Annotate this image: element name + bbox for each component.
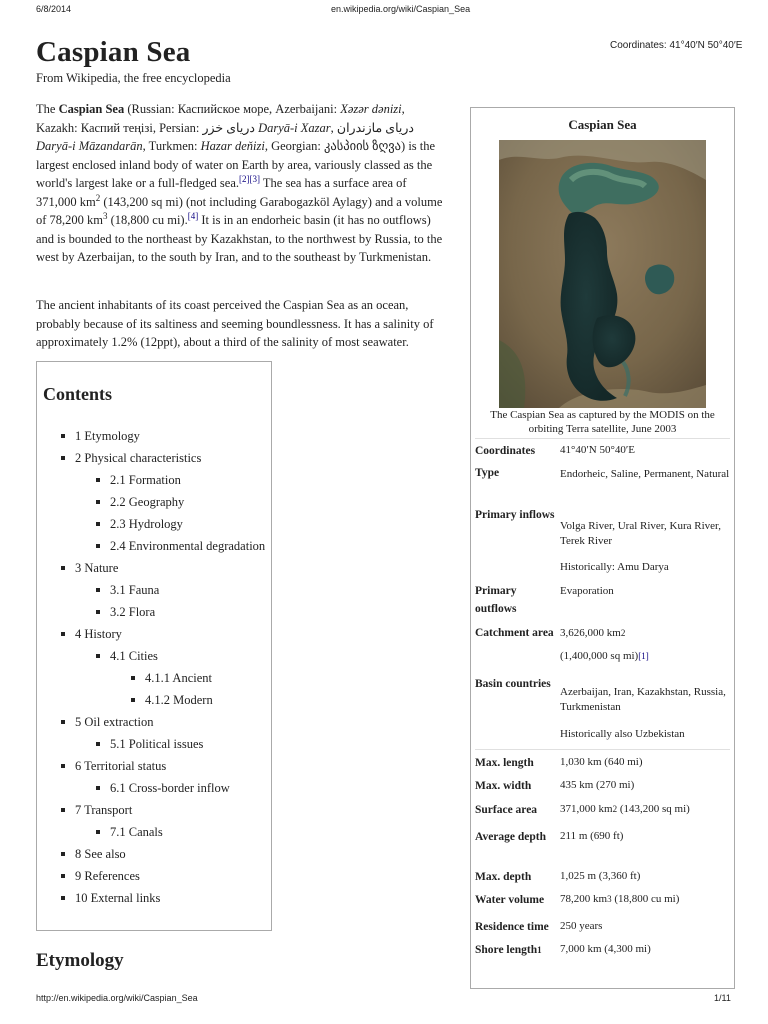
section-heading-etymology: Etymology [36,950,124,971]
toc-item-hydrology[interactable]: 2.3 Hydrology [96,517,183,532]
infobox-value-surface-area: 371,000 km2 (143,200 sq mi) [560,803,690,815]
page-title: Caspian Sea [36,36,191,68]
infobox-value-primary-inflows: Volga River, Ural River, Kura River, Terek River [560,520,721,547]
infobox-label-primary-outflows: Primary outflows [475,585,517,615]
infobox-value-type: Endorheic, Saline, Permanent, Natural [560,468,730,480]
coordinates-link[interactable]: Coordinates: 41°40′N 50°40′E [610,40,743,51]
toc-item-canals[interactable]: 7.1 Canals [96,825,163,840]
infobox-divider [475,749,730,750]
infobox-title: Caspian Sea [568,117,637,132]
toc-item-cities[interactable]: 4.1 Cities [96,649,158,664]
toc-item-political-issues[interactable]: 5.1 Political issues [96,737,203,752]
table-of-contents [36,361,272,931]
print-header-url: en.wikipedia.org/wiki/Caspian_Sea [331,4,471,14]
infobox-label-water-volume: Water volume [475,894,545,906]
toc-item-modern[interactable]: 4.1.2 Modern [131,693,213,708]
print-page-number: 1/11 [714,993,731,1003]
toc-item-fauna[interactable]: 3.1 Fauna [96,583,159,598]
print-date: 6/8/2014 [36,4,72,14]
toc-item-history[interactable]: 4 History [61,627,122,642]
toc-item-references[interactable]: 9 References [61,869,140,884]
toc-item-geography[interactable]: 2.2 Geography [96,495,184,510]
infobox-label-max-depth: Max. depth [475,871,532,883]
toc-item-environmental-degradation[interactable]: 2.4 Environmental degradation [96,539,265,554]
infobox-value-shore-length: 7,000 km (4,300 mi) [560,943,651,955]
citation-link[interactable]: [1] [638,651,649,661]
intro-paragraph-2: The ancient inhabitants of its coast perceived the Caspian Sea as an ocean, probably because of its saltiness and seeming boundlessness. It has a salinity of approximately 1.2% (12ppt), about a third of the salinity of most seawater. [36,298,434,349]
toc-item-etymology[interactable]: 1 Etymology [61,429,140,444]
infobox-label-max-length: Max. length [475,757,534,769]
print-footer-url: http://en.wikipedia.org/wiki/Caspian_Sea [36,993,198,1003]
infobox-value-max-depth: 1,025 m (3,360 ft) [560,870,641,882]
infobox-value-basin-countries-historical: Historically also Uzbekistan [560,728,685,740]
infobox-label-max-width: Max. width [475,780,532,792]
toc-item-physical-characteristics[interactable]: 2 Physical characteristics [61,451,201,466]
toc-item-flora[interactable]: 3.2 Flora [96,605,155,620]
infobox-value-basin-countries: Azerbaijan, Iran, Kazakhstan, Russia, Turkmenistan [560,686,726,713]
toc-item-transport[interactable]: 7 Transport [61,803,132,818]
toc-item-cross-border-inflow[interactable]: 6.1 Cross-border inflow [96,781,230,796]
infobox-value-max-width: 435 km (270 mi) [560,779,635,791]
infobox-value-max-length: 1,030 km (640 mi) [560,756,643,768]
infobox-value-residence-time: 250 years [560,920,603,932]
intro-paragraph: The Caspian Sea (Russian: Каспийское море, Azerbaijani: Xəzər dənizi, Kazakh: Каспий теңізі, Persian: دریای خزر Daryā-i Xazar, دریای مازندران Daryā-i Māzandarān, Turkmen: Hazar deňizi, Georgian: კასპიის ზღვა) is the largest enclosed inland body of water on Earth by area, variously classed as the world's largest lake or a full-fledged sea.[2][3] The sea has a surface area of 371,000 $km^2$ (143,200 sq mi) (not including Garabogazköl Aylagy) and a volume of 78,200 $km^3$ (18,800 cu mi).[4] It is in an endorheic basin (it has no outflows) and is bounded to the northeast by Kazakhstan, to the northwest by Russia, to the west by Azerbaijan, to the south by Iran, and to the southeast by Turkmenistan. [36,102,443,264]
infobox-value-primary-inflows-historical: Historically: Amu Darya [560,561,669,573]
caspian-sea-satellite-image[interactable] [499,140,706,408]
toc-item-territorial-status[interactable]: 6 Territorial status [61,759,166,774]
infobox-value-average-depth: 211 m (690 ft) [560,830,624,842]
article-subject: Caspian Sea [58,102,125,116]
infobox-label-type: Type [475,467,500,479]
infobox-value-primary-outflows: Evaporation [560,585,614,597]
infobox [470,107,735,989]
infobox-label-coordinates: Coordinates [475,445,536,457]
infobox-value-coordinates[interactable]: 41°40′N 50°40′E [560,444,636,456]
citation-link[interactable]: [2][3] [239,173,260,184]
toc-item-ancient[interactable]: 4.1.1 Ancient [131,671,212,686]
infobox-label-shore-length: Shore length1 [475,944,542,956]
infobox-label-surface-area: Surface area [475,804,538,816]
infobox-label-basin-countries: Basin countries [475,678,551,690]
infobox-label-primary-inflows: Primary inflows [475,509,555,521]
toc-item-nature[interactable]: 3 Nature [61,561,118,576]
infobox-label-catchment-area: Catchment area [475,627,554,639]
infobox-divider [475,438,730,439]
infobox-value-catchment-area-mi: (1,400,000 sq mi)[1] [560,650,649,662]
citation-link[interactable]: [4] [187,210,199,221]
tagline: From Wikipedia, the free encyclopedia [36,71,231,85]
infobox-label-average-depth: Average depth [475,831,547,843]
image-caption: The Caspian Sea as captured by the MODIS on the orbiting Terra satellite, June 2003 [490,409,715,435]
toc-item-external-links[interactable]: 10 External links [61,891,160,906]
infobox-value-catchment-area: 3,626,000 km2 [560,627,626,639]
toc-item-oil-extraction[interactable]: 5 Oil extraction [61,715,153,730]
infobox-label-residence-time: Residence time [475,921,549,933]
toc-item-formation[interactable]: 2.1 Formation [96,473,181,488]
toc-title: Contents [43,384,113,404]
infobox-value-water-volume: 78,200 km3 (18,800 cu mi) [560,893,680,905]
toc-item-see-also[interactable]: 8 See also [61,847,126,862]
